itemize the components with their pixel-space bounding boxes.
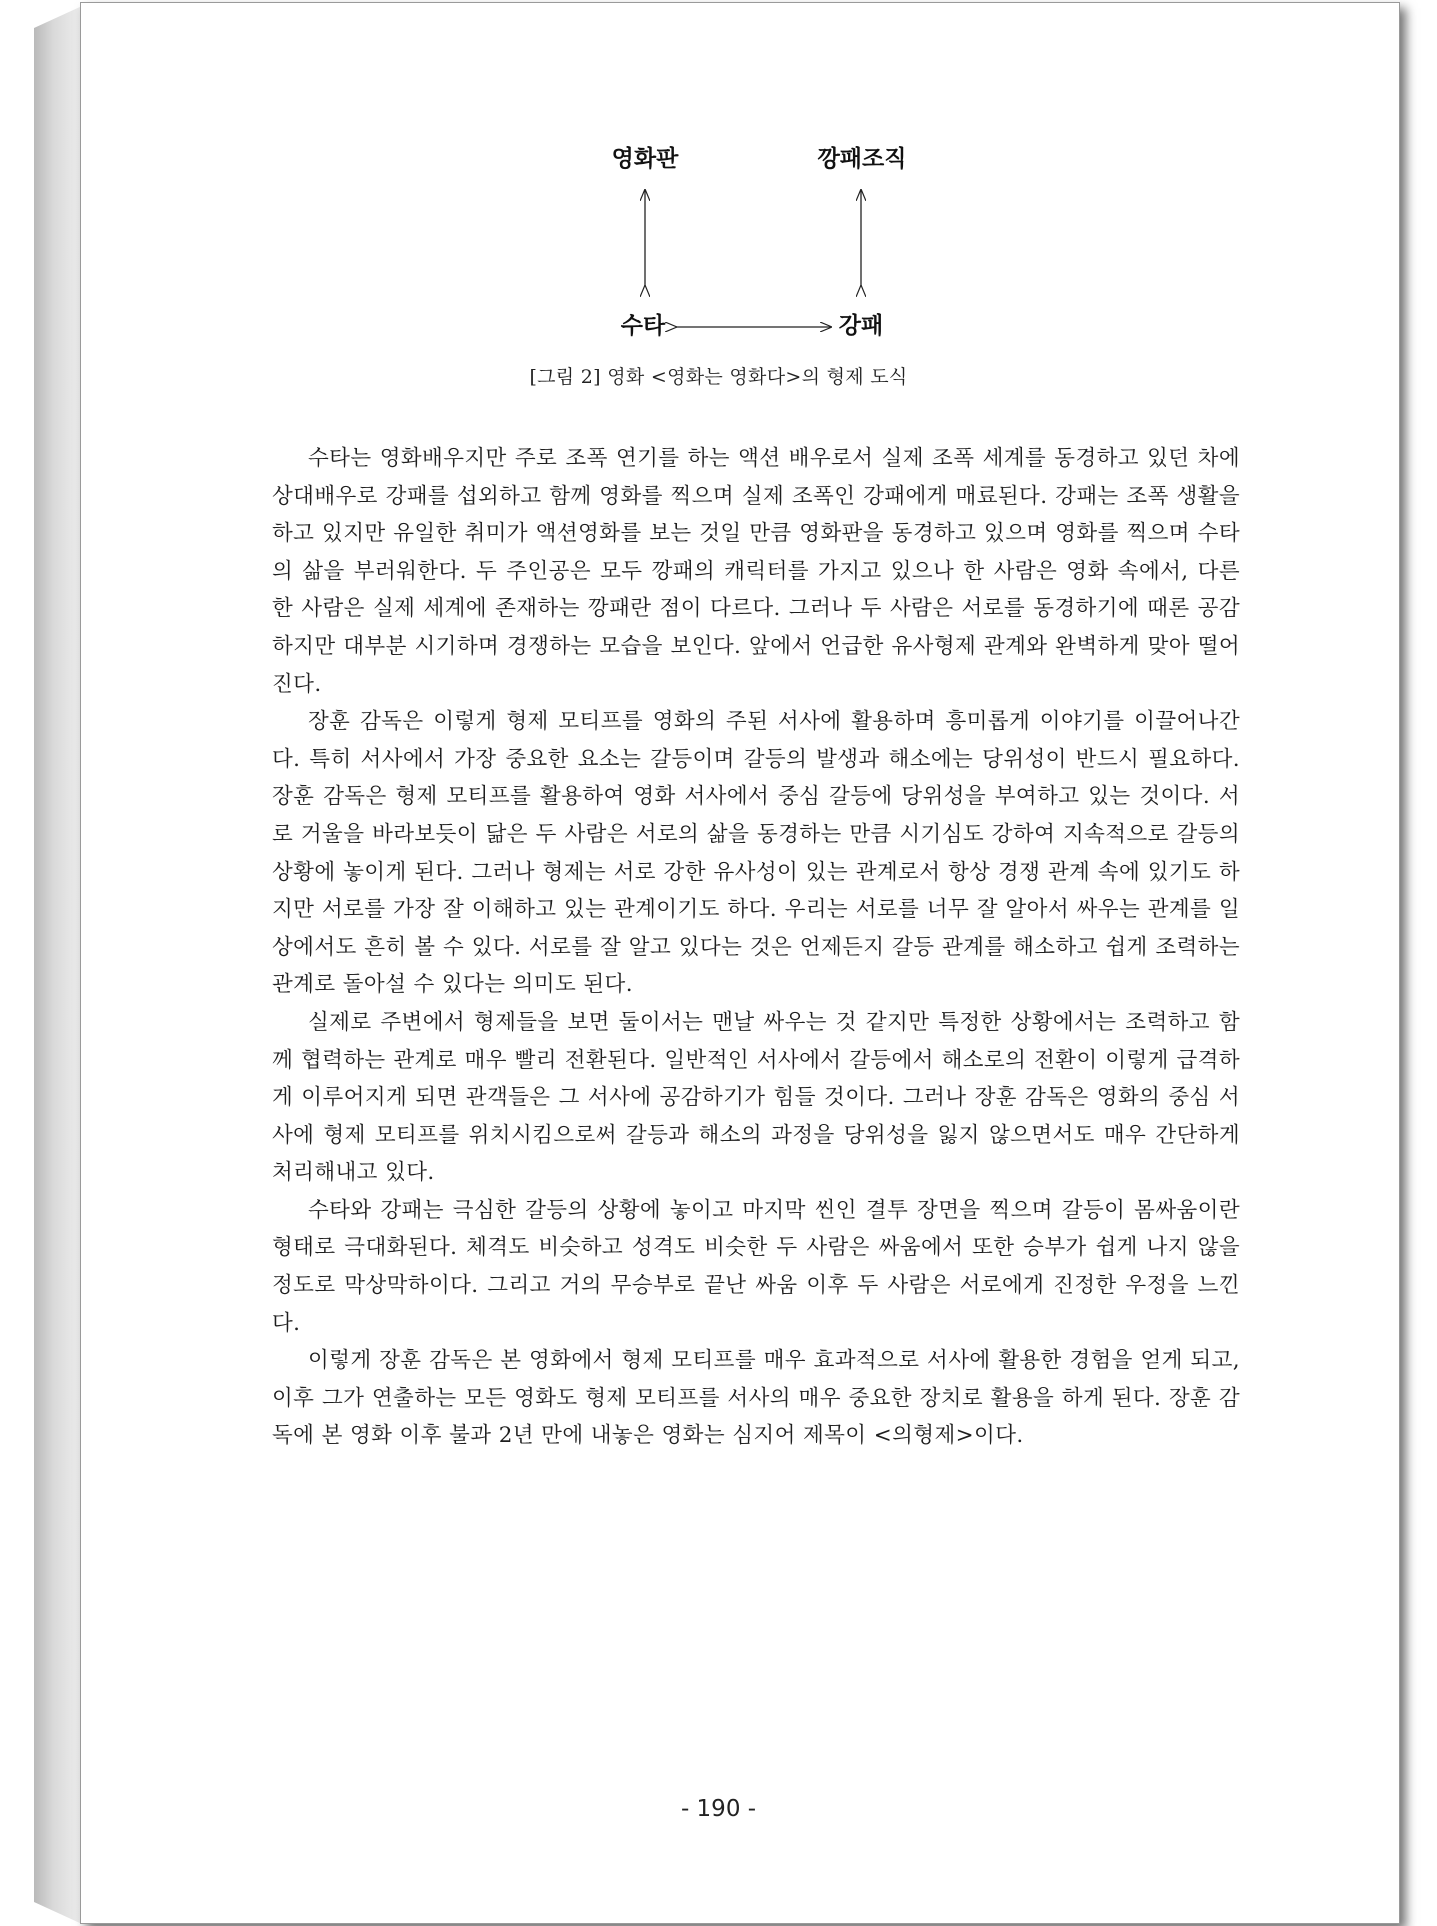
sibling-diagram [0,0,1437,400]
node-gang-organization: 깡패조직 [817,145,907,172]
paragraph: 수타는 영화배우지만 주로 조폭 연기를 하는 액션 배우로서 실제 조폭 세계를 동경하고 있던 차에 상대배우로 강패를 섭외하고 함께 영화를 찍으며 실제 조폭인 강패에게 매료된다. 강패는 조폭 생활을 하고 있지만 유일한 취미가 액션영화를 보는 것일 만큼 영화판을 동경하고 있으며 영화를 찍으며 수타의 삶을 부러워한다. 두 주인공은 모두 깡패의 캐릭터를 가지고 있으나 한 사람은 영화 속에서, 다른 한 사람은 실제 세계에 존재하는 깡패란 점이 다르다. 그러나 두 사람은 서로를 동경하기에 때론 공감하지만 대부분 시기하며 경쟁하는 모습을 보인다. 앞에서 언급한 유사형제 관계와 완벽하게 맞아 떨어진다. [272,446,1240,697]
body-text [272,440,1240,1455]
node-gangpae: 강패 [838,312,884,339]
node-film-world: 영화판 [611,145,679,172]
figure-caption: [그림 2] 영화 <영화는 영화다>의 형제 도식 [529,366,908,388]
paragraph: 장훈 감독은 이렇게 형제 모티프를 영화의 주된 서사에 활용하며 흥미롭게 이야기를 이끌어나간다. 특히 서사에서 가장 중요한 요소는 갈등이며 갈등의 발생과 해소에는 당위성이 반드시 필요하다. 장훈 감독은 형제 모티프를 활용하여 영화 서사에서 중심 갈등에 당위성을 부여하고 있는 것이다. 서로 거울을 바라보듯이 닮은 두 사람은 서로의 삶을 동경하는 만큼 시기심도 강하여 지속적으로 갈등의 상황에 놓이게 된다. 그러나 형제는 서로 강한 유사성이 있는 관계로서 항상 경쟁 관계 속에 있기도 하지만 서로를 가장 잘 이해하고 있는 관계이기도 하다. 우리는 서로를 너무 잘 알아서 싸우는 관계를 일상에서도 흔히 볼 수 있다. 서로를 잘 알고 있다는 것은 언제든지 갈등 관계를 해소하고 쉽게 조력하는 관계로 돌아설 수 있다는 의미도 된다. [272,709,1240,998]
paragraph: 이렇게 장훈 감독은 본 영화에서 형제 모티프를 매우 효과적으로 서사에 활용한 경험을 얻게 되고, 이후 그가 연출하는 모든 영화도 형제 모티프를 서사의 매우 중요한 장치로 활용을 하게 된다. 장훈 감독에 본 영화 이후 불과 2년 만에 내놓은 영화는 심지어 제목이 <의형제>이다. [272,1348,1240,1449]
paragraph: 수타와 강패는 극심한 갈등의 상황에 놓이고 마지막 씬인 결투 장면을 찍으며 갈등이 몸싸움이란 형태로 극대화된다. 체격도 비슷하고 성격도 비슷한 두 사람은 싸움에서 또한 승부가 쉽게 나지 않을 정도로 막상막하이다. 그리고 거의 무승부로 끝난 싸움 이후 두 사람은 서로에게 진정한 우정을 느낀다. [272,1197,1240,1336]
node-suta: 수타 [620,312,666,339]
paragraph: 실제로 주변에서 형제들을 보면 둘이서는 맨날 싸우는 것 같지만 특정한 상황에서는 조력하고 함께 협력하는 관계로 매우 빨리 전환된다. 일반적인 서사에서 갈등에서 해소로의 전환이 이렇게 급격하게 이루어지게 되면 관객들은 그 서사에 공감하기가 힘들 것이다. 그러나 장훈 감독은 영화의 중심 서사에 형제 모티프를 위치시킴으로써 갈등과 해소의 과정을 당위성을 잃지 않으면서도 매우 간단하게 처리해내고 있다. [272,1009,1240,1186]
page-number: - 190 - [680,1796,757,1822]
